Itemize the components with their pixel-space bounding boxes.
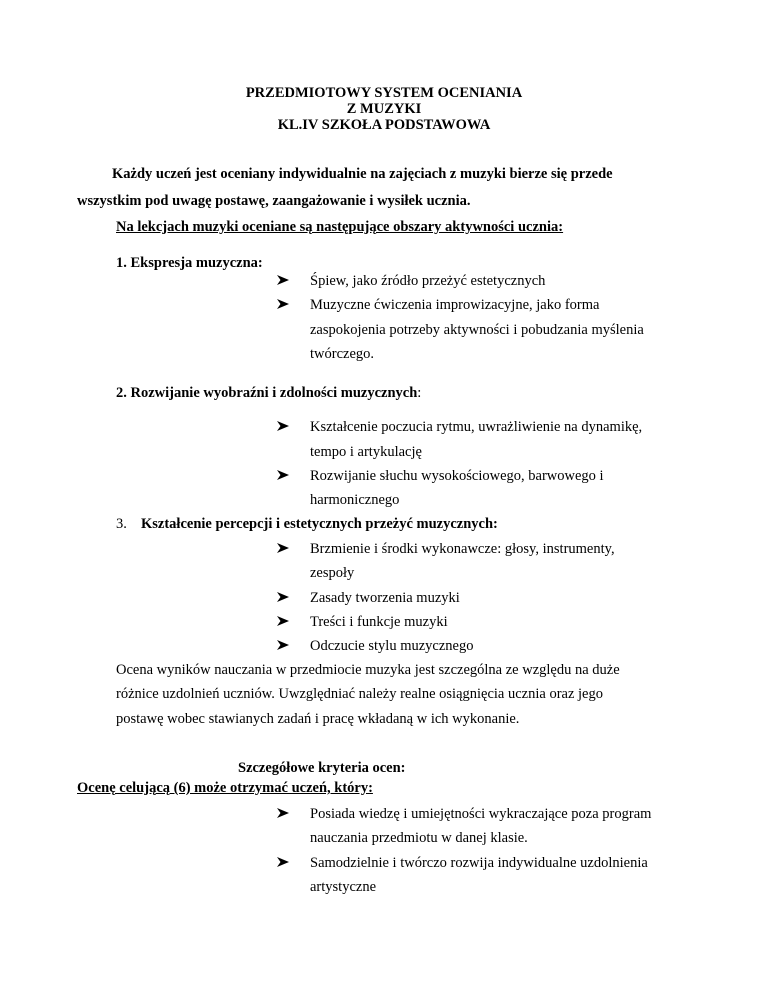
grade-6-bullet-1 [276, 806, 651, 823]
arrowhead-bullet-icon [276, 468, 310, 485]
section-2-bullet-2 [276, 468, 604, 485]
section-3-heading: Kształcenie percepcji i estetycznych przeżyć muzycznych: [141, 516, 498, 532]
section-3-heading-line [116, 515, 498, 533]
section-1-bullet-1 [276, 273, 545, 290]
bullet-text: Posiada wiedzę i umiejętności wykraczające poza program [310, 806, 652, 822]
doc-title-line-2: Z MUZYKI [346, 101, 422, 117]
bullet-text: Brzmienie i środki wykonawcze: głosy, instrumenty, [310, 541, 615, 557]
section-2-colon: : [417, 385, 422, 401]
bullet-continuation: zespoły [310, 565, 355, 581]
doc-title-line-3: KL.IV SZKOŁA PODSTAWOWA [277, 117, 491, 133]
bullet-text: Zasady tworzenia muzyki [310, 590, 460, 606]
arrowhead-bullet-icon [276, 297, 310, 314]
grade-6-heading: Ocenę celującą (6) może otrzymać uczeń, który: [77, 780, 373, 796]
bullet-continuation: twórczego. [310, 346, 375, 362]
arrowhead-bullet-icon [276, 273, 310, 290]
arrowhead-bullet-icon [276, 419, 310, 436]
bullet-continuation: tempo i artykulację [310, 444, 422, 460]
intro-line-2: wszystkim pod uwagę postawę, zaangażowanie i wysiłek ucznia. [77, 193, 471, 209]
bullet-text: Kształcenie poczucia rytmu, uwrażliwienie na dynamikę, [310, 419, 643, 435]
section-3-bullet-4 [276, 638, 473, 655]
bullet-continuation: artystyczne [310, 879, 377, 895]
areas-heading: Na lekcjach muzyki oceniane są następujące obszary aktywności ucznia: [116, 219, 564, 235]
arrowhead-bullet-icon [276, 614, 310, 631]
bullet-text: Treści i funkcje muzyki [310, 614, 448, 630]
arrowhead-bullet-icon [276, 541, 310, 558]
section-2-bullet-1 [276, 419, 642, 436]
bullet-text: Odczucie stylu muzycznego [310, 638, 474, 654]
section-2-heading-line [116, 384, 421, 402]
criteria-heading: Szczegółowe kryteria ocen: [238, 760, 406, 776]
grade-6-bullet-2 [276, 855, 648, 872]
section-3-bullet-2 [276, 590, 460, 607]
bullet-text: Muzyczne ćwiczenia improwizacyjne, jako forma [310, 297, 600, 313]
assessment-line-3: postawę wobec stawianych zadań i pracę wkładaną w ich wykonanie. [116, 711, 520, 727]
doc-title-line-1: PRZEDMIOTOWY SYSTEM OCENIANIA [245, 85, 523, 101]
bullet-continuation: nauczania przedmiotu w danej klasie. [310, 830, 528, 846]
bullet-continuation: harmonicznego [310, 492, 400, 508]
arrowhead-bullet-icon [276, 855, 310, 872]
intro-line-1: Każdy uczeń jest oceniany indywidualnie na zajęciach z muzyki bierze się przede [112, 166, 613, 182]
section-1-heading: 1. Ekspresja muzyczna: [116, 255, 263, 271]
arrowhead-bullet-icon [276, 806, 310, 823]
assessment-line-1: Ocena wyników nauczania w przedmiocie muzyka jest szczególna ze względu na duże [116, 662, 620, 678]
bullet-continuation: zaspokojenia potrzeby aktywności i pobudzania myślenia [310, 322, 644, 338]
section-1-bullet-2 [276, 297, 599, 314]
section-3-bullet-1 [276, 541, 615, 558]
assessment-line-2: różnice uzdolnień uczniów. Uwzględniać należy realne osiągnięcia ucznia oraz jego [116, 686, 603, 702]
arrowhead-bullet-icon [276, 590, 310, 607]
bullet-text: Śpiew, jako źródło przeżyć estetycznych [310, 273, 546, 289]
section-2-heading: 2. Rozwijanie wyobraźni i zdolności muzycznych [116, 385, 418, 401]
section-3-bullet-3 [276, 614, 448, 631]
section-3-number: 3. [116, 516, 127, 532]
bullet-text: Rozwijanie słuchu wysokościowego, barwowego i [310, 468, 604, 484]
arrowhead-bullet-icon [276, 638, 310, 655]
bullet-text: Samodzielnie i twórczo rozwija indywidualne uzdolnienia [310, 855, 648, 871]
